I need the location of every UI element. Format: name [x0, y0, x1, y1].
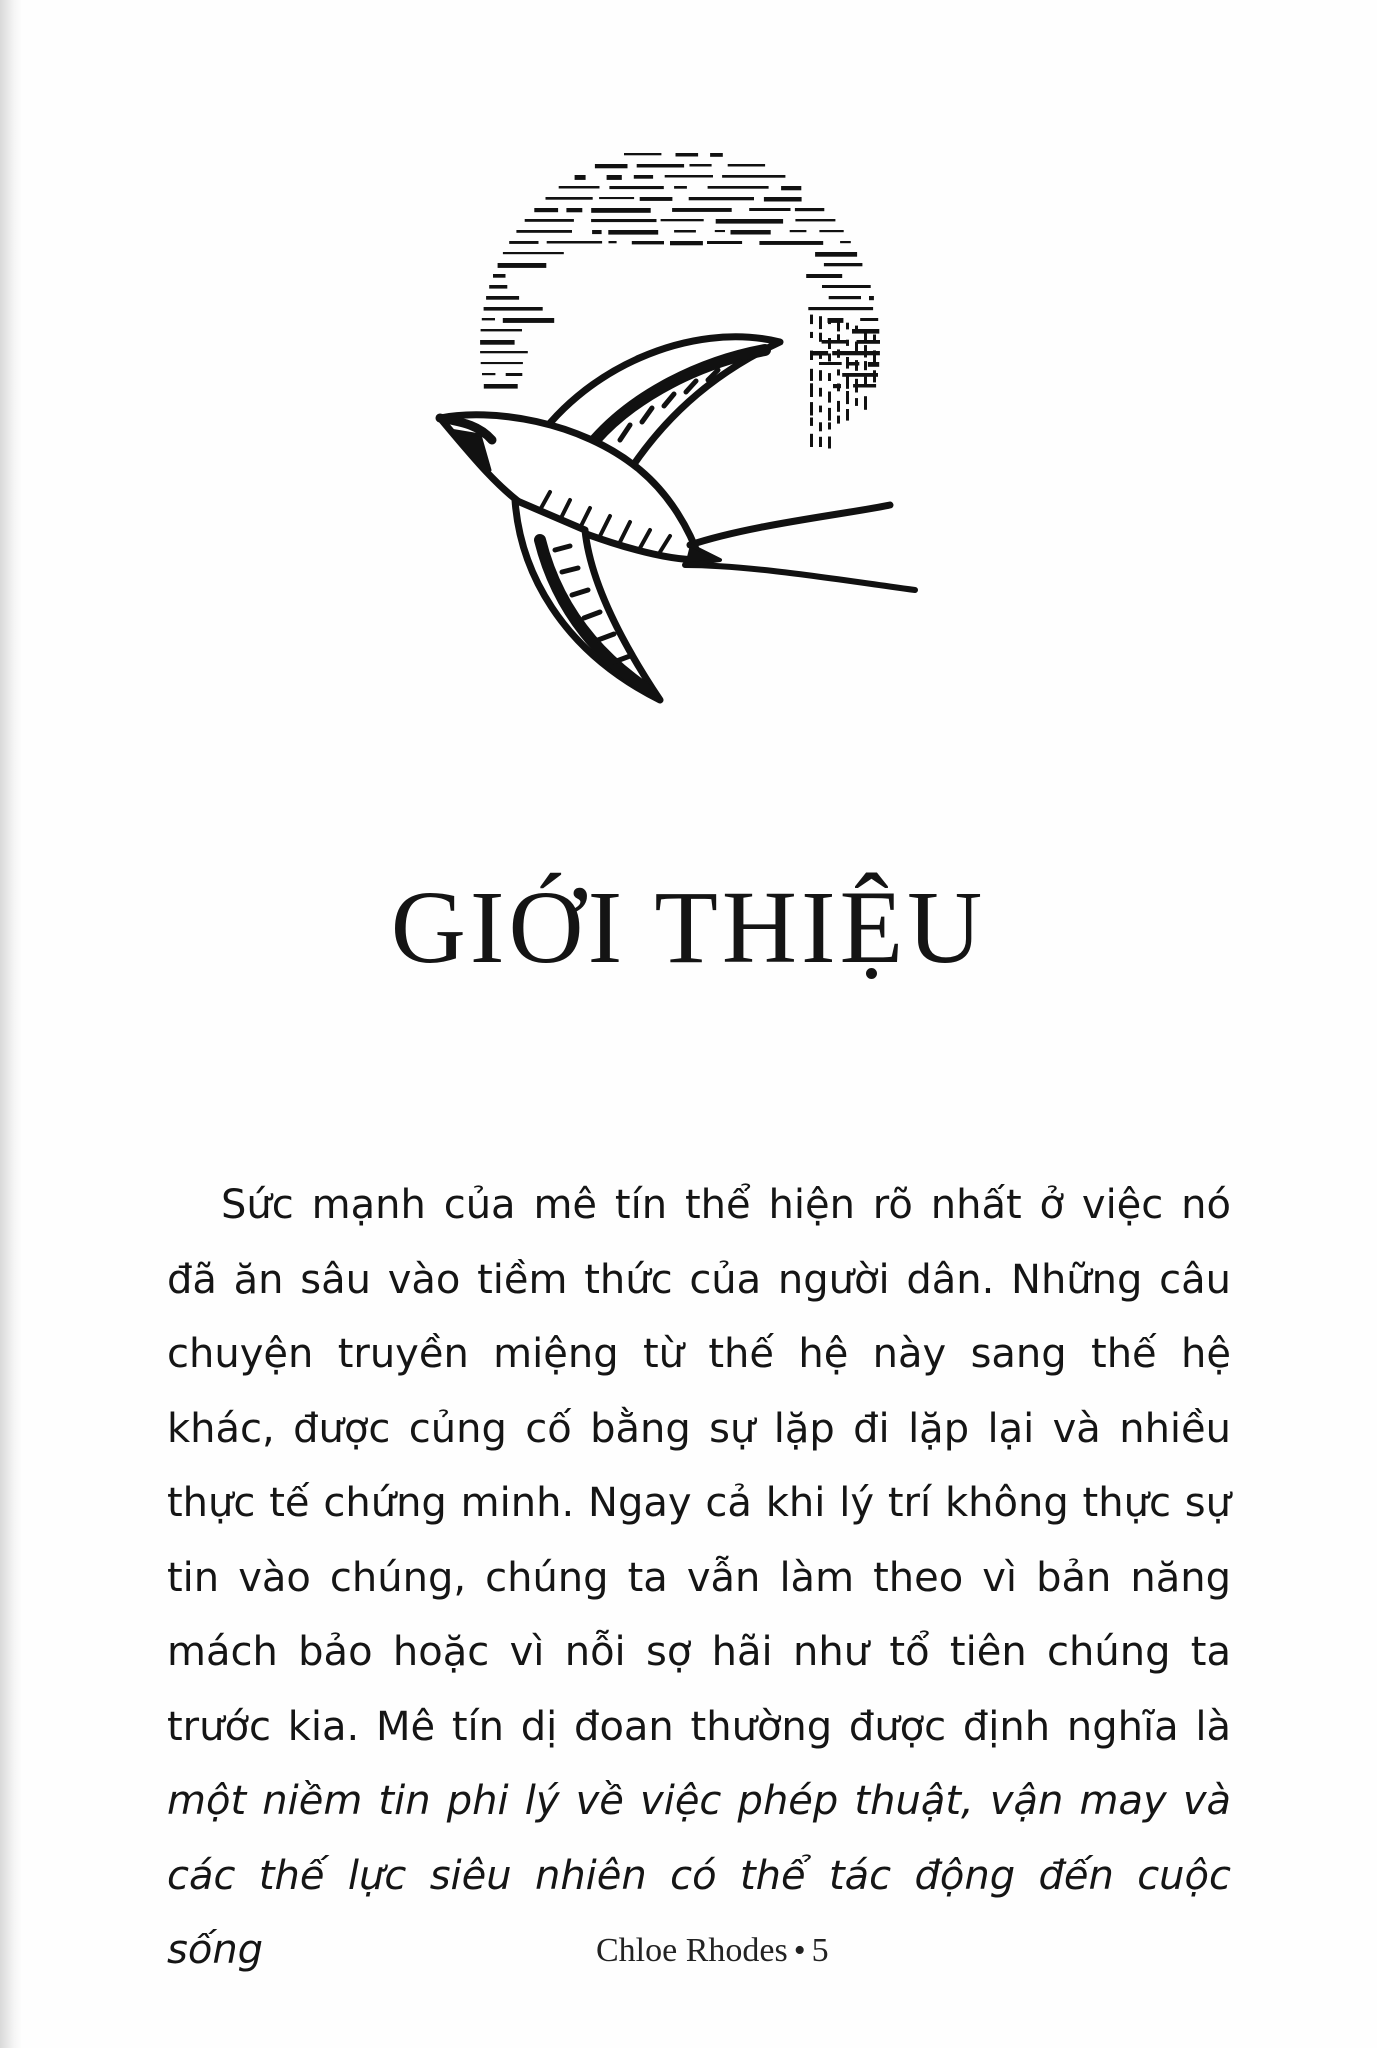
hatch-stroke [819, 406, 822, 413]
hatch-stroke [828, 318, 831, 324]
hatch-stroke [873, 370, 876, 382]
page-gutter-shadow [0, 0, 22, 2048]
hatch-stroke [855, 326, 858, 333]
hatch-stroke [592, 230, 602, 234]
hatch-stroke [819, 437, 822, 447]
italic-definition: một niềm tin phi lý về việc phép thuật, vận may và các thế lực siêu nhiên có thể tác động đến cuộc sống [167, 1778, 1231, 1973]
hatch-stroke [484, 307, 543, 311]
hatch-stroke [665, 175, 713, 178]
hatch-stroke [716, 219, 783, 224]
hatch-stroke [846, 391, 849, 404]
hatch-stroke [591, 208, 651, 213]
hatch-stroke [764, 197, 802, 202]
hatch-stroke [715, 230, 725, 232]
hatch-stroke [795, 208, 824, 211]
hatch-stroke [860, 318, 878, 321]
footer-author: Chloe Rhodes [596, 1932, 788, 1969]
hatch-stroke [822, 285, 871, 288]
hatch-stroke [749, 208, 790, 211]
hatch-stroke [609, 241, 617, 243]
hatch-stroke [829, 296, 861, 299]
hatch-stroke [837, 416, 840, 424]
hatch-stroke [873, 335, 876, 344]
hatch-stroke [690, 164, 712, 167]
footer-separator: • [793, 1932, 806, 1969]
hatch-stroke [486, 296, 519, 300]
hatch-stroke [864, 345, 867, 357]
page-number: 5 [811, 1932, 829, 1969]
hatch-stroke [637, 164, 684, 168]
hatch-stroke [819, 362, 842, 365]
hatch-stroke [509, 241, 538, 244]
paragraph-text: Sức mạnh của mê tín thể hiện rõ nhất ở việc nó đã ăn sâu vào tiềm thức của người dân. Những câu chuyện truyền miệng từ thế hệ này sang thế hệ khác, được củng cố bằng sự lặp đi lặp lại và nhiều thực tế chứng minh. Ngay cả khi lý trí không thực sự tin vào chúng, chúng ta vẫn làm theo vì bản năng mách bảo hoặc vì nỗi sợ hãi như tổ tiên chúng ta trước kia. Mê tín dị đoan thường được định nghĩa là [167, 1182, 1231, 1750]
hatch-stroke [482, 318, 495, 320]
hatch-stroke [790, 230, 807, 232]
hatch-stroke [506, 373, 523, 376]
hatch-stroke [864, 377, 867, 386]
swallow-illustration [420, 140, 940, 740]
hatch-stroke [484, 384, 518, 389]
hatch-stroke [846, 340, 849, 346]
hatch-stroke [575, 175, 586, 180]
hatch-stroke [547, 241, 602, 244]
hatch-stroke [815, 252, 857, 257]
hatch-stroke [498, 263, 547, 268]
hatch-stroke [819, 316, 822, 329]
hatch-stroke [846, 375, 849, 389]
hatch-stroke [481, 362, 523, 364]
hatch-stroke [869, 296, 874, 300]
hatch-stroke [828, 408, 831, 421]
hatch-stroke [837, 334, 840, 340]
swallow-icon [420, 140, 940, 740]
hatch-stroke [855, 398, 858, 406]
hatch-stroke [707, 241, 742, 244]
hatch-stroke [819, 352, 822, 359]
hatch-stroke [855, 360, 858, 371]
hatch-stroke [828, 338, 831, 349]
hatch-stroke [672, 208, 732, 212]
hatch-stroke [819, 388, 822, 397]
hatch-stroke [689, 197, 754, 200]
hatch-stroke [828, 437, 831, 449]
hatch-stroke [846, 323, 849, 330]
hatch-stroke [710, 153, 723, 157]
hatch-stroke [819, 370, 822, 381]
hatch-stroke [795, 219, 835, 221]
hatch-stroke [599, 197, 634, 199]
hatch-stroke [607, 175, 622, 180]
hatch-stroke [810, 332, 813, 338]
hatch-stroke [534, 208, 558, 212]
hatch-stroke [819, 333, 822, 342]
hatch-stroke [661, 219, 704, 221]
hatch-stroke [493, 274, 506, 278]
hatch-stroke [728, 164, 765, 167]
hatch-stroke [608, 230, 658, 235]
hatch-stroke [855, 379, 858, 393]
hatch-stroke [837, 369, 840, 375]
hatch-stroke [810, 402, 813, 415]
hatch-stroke [824, 263, 863, 266]
hatch-stroke [819, 422, 822, 431]
hatch-stroke [828, 392, 831, 403]
hatch-stroke [676, 153, 699, 157]
hatch-stroke [516, 230, 572, 233]
hatch-stroke [857, 340, 881, 344]
hatch-stroke [546, 197, 593, 200]
hatch-stroke [759, 241, 823, 245]
hatch-stroke [864, 329, 867, 340]
hatch-stroke [822, 340, 849, 344]
hatch-stroke [873, 350, 876, 363]
hatch-stroke [480, 340, 514, 345]
hatch-stroke [481, 329, 522, 331]
hatch-stroke [828, 354, 831, 362]
hatch-stroke [855, 342, 858, 352]
hatch-stroke [559, 186, 600, 189]
hatch-stroke [837, 384, 840, 392]
hatch-stroke [503, 252, 564, 254]
hatch-stroke [489, 285, 507, 289]
hatch-stroke [674, 186, 687, 189]
hatch-stroke [781, 186, 801, 190]
hatch-stroke [810, 369, 813, 381]
hatch-stroke [609, 186, 663, 189]
hatch-stroke [670, 241, 703, 245]
hatch-stroke [591, 219, 656, 222]
hatch-stroke [674, 230, 696, 233]
hatch-stroke [634, 175, 653, 179]
hatch-stroke [810, 434, 813, 447]
hatch-stroke [525, 219, 574, 222]
hatch-stroke [810, 351, 813, 360]
hatch-stroke [731, 230, 771, 235]
hatch-stroke [640, 197, 673, 201]
hatch-stroke [503, 318, 554, 323]
hatch-stroke [810, 418, 813, 426]
hatch-stroke [864, 396, 867, 410]
hatch-stroke [808, 307, 873, 310]
hatch-stroke [837, 401, 840, 412]
hatch-stroke [864, 361, 867, 370]
hatch-stroke [810, 383, 813, 397]
hatch-stroke [837, 349, 840, 357]
hatch-stroke [846, 409, 849, 421]
intro-paragraph [167, 1168, 1231, 1988]
hatch-stroke [806, 274, 842, 278]
hatch-stroke [708, 186, 769, 189]
hatch-stroke [480, 351, 528, 353]
swallow-bird [440, 337, 915, 700]
hatch-stroke [632, 241, 664, 244]
hatch-stroke [810, 315, 813, 325]
hatch-stroke [828, 373, 831, 381]
hatch-stroke [846, 357, 849, 369]
hatch-stroke [566, 208, 582, 212]
chapter-title: GIỚI THIỆU [390, 870, 987, 985]
hatch-stroke [819, 230, 843, 232]
hatch-stroke [482, 373, 495, 375]
page-footer [596, 1932, 829, 1970]
hatch-stroke [837, 320, 840, 331]
hatch-stroke [595, 164, 628, 168]
hatch-stroke [624, 153, 661, 155]
hatch-stroke [828, 422, 831, 429]
hatch-stroke [722, 175, 785, 178]
hatch-stroke [840, 241, 851, 243]
